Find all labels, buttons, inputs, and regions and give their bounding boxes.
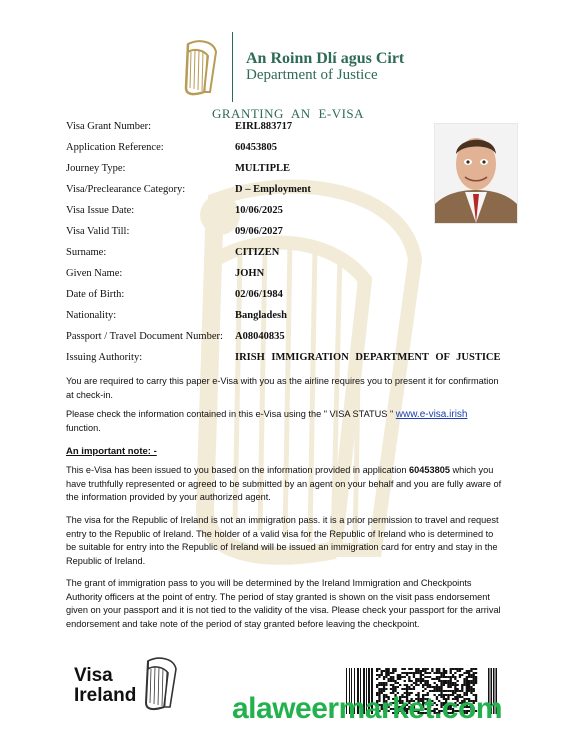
field-label: Surname:	[66, 247, 107, 258]
field-label: Visa/Preclearance Category:	[66, 184, 186, 195]
field-passport-number	[66, 331, 506, 352]
field-value: JOHN	[235, 268, 265, 279]
visa-status-notice: Please check the information contained in this e-Visa using the " VISA STATUS " www.e-visa.irish function.	[66, 409, 468, 433]
document-title: GRANTING AN E-VISA	[212, 106, 365, 121]
field-value: EIRL883717	[235, 121, 293, 132]
field-label: Nationality:	[66, 310, 117, 321]
field-value: 02/06/1984	[235, 289, 283, 300]
field-label: Date of Birth:	[66, 289, 125, 300]
department-name-irish: An Roinn Dlí agus Cirt	[246, 50, 405, 67]
field-value: MULTIPLE	[235, 163, 291, 174]
field-label: Visa Issue Date:	[66, 205, 135, 216]
field-surname	[66, 247, 506, 268]
note-heading: An important note: -	[66, 446, 157, 457]
department-name-english: Department of Justice	[246, 67, 378, 83]
field-value: 60453805	[235, 142, 277, 153]
field-label: Visa Grant Number:	[66, 121, 152, 132]
field-label: Journey Type:	[66, 163, 126, 174]
field-label: Given Name:	[66, 268, 123, 279]
field-label: Visa Valid Till:	[66, 226, 130, 237]
field-label: Passport / Travel Document Number:	[66, 331, 223, 342]
note-paragraph-3: The grant of immigration pass to you will be determined by the Ireland Immigration and Checkpoints Authority officers at the point of entry. The period of stay granted is shown on the visit pass endorsement given on your passport and it is not tied to the validity of the visa. Please check your passport for the arrival endorsement and take note of the period of stay granted before leaving the checkpoint.	[66, 578, 501, 629]
field-value: IRISH IMMIGRATION DEPARTMENT OF JUSTICE	[235, 352, 501, 363]
field-given-name	[66, 268, 506, 289]
field-value: 09/06/2027	[235, 226, 283, 237]
visa-status-link[interactable]: www.e-visa.irish	[395, 409, 468, 420]
field-value: D – Employment	[235, 184, 311, 195]
field-value: Bangladesh	[235, 310, 287, 321]
note-paragraph-2: The visa for the Republic of Ireland is not an immigration pass. it is a prior permission to travel and request entry to the Republic of Ireland. The holder of a valid visa for the Republic of Ireland who is determined to be suitable for entry into the Republic of Ireland will be issued an immigration card for entry and stay in the Republic of Ireland.	[66, 515, 499, 566]
footer-harp-icon	[140, 655, 180, 713]
field-label: Application Reference:	[66, 142, 164, 153]
field-date-of-birth	[66, 289, 506, 310]
field-issuing-authority	[66, 352, 506, 373]
field-nationality	[66, 310, 506, 331]
field-visa-valid-till	[66, 226, 506, 247]
site-watermark: alaweermarket.com	[232, 692, 502, 725]
carry-notice: You are required to carry this paper e-Visa with you as the airline requires you to present it for confirmation at check-in.	[66, 376, 499, 400]
applicant-photo	[434, 123, 518, 224]
note-paragraph-1: This e-Visa has been issued to you based on the information provided in application 60453805 which you have truthfully represented or agreed to be submitted by an agent on your behalf and you are fully aware of the information provided by your authorized agent.	[66, 465, 502, 503]
field-value: A08040835	[235, 331, 285, 342]
harp-emblem-icon	[180, 38, 220, 98]
field-value: CITIZEN	[235, 247, 280, 258]
field-label: Issuing Authority:	[66, 352, 143, 363]
visa-ireland-logo: Visa Ireland	[74, 665, 137, 706]
header-divider	[232, 32, 233, 102]
field-value: 10/06/2025	[235, 205, 283, 216]
